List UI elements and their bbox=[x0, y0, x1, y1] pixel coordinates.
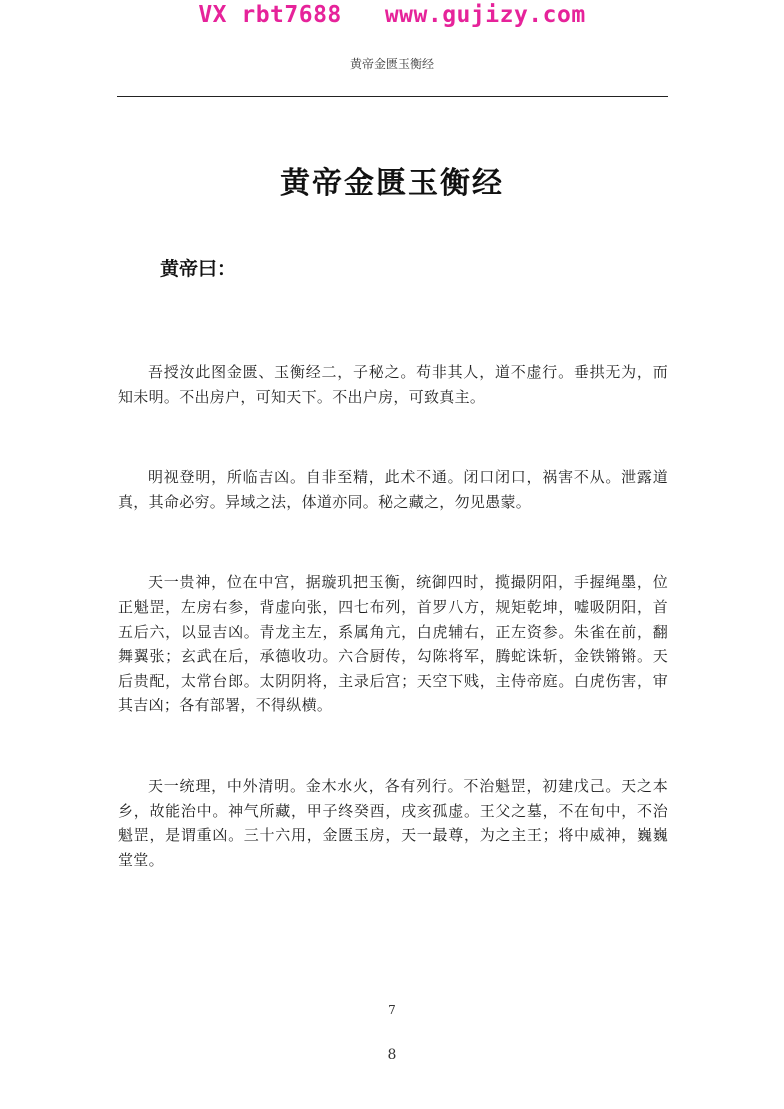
paragraph-3: 天一贵神，位在中宫，据璇玑把玉衡，统御四时，揽撮阴阳，手握绳墨，位正魁罡，左房右参，背虚向张，四七布列，首罗八方，规矩乾坤，嘘吸阴阳，首五后六，以显吉凶。青龙主左，系属角亢，白虎辅右，正左资参。朱雀在前，翻舞翼张；玄武在后，承德收功。六合厨传，勾陈将军，腾蛇诛斩，金铁锵锵。天后贵配，太常台郎。太阴阴将，主录后宫；天空下贱，主侍帝庭。白虎伤害，审其吉凶；各有部署，不得纵横。 bbox=[118, 573, 668, 715]
watermark-banner: VX rbt7688 www.gujizy.com bbox=[198, 2, 586, 28]
paragraph-4: 天一统理，中外清明。金木水火，各有列行。不治魁罡，初建戊己。天之本乡，故能治中。神气所藏，甲子终癸酉，戌亥孤虚。王父之墓，不在旬中，不治魁罡，是谓重凶。三十六用，金匮玉房，天一最尊，为之主王；将中威神，巍巍堂堂。 bbox=[118, 776, 668, 869]
header-divider bbox=[117, 96, 668, 97]
paragraph-1: 吾授汝此图金匮、玉衡经二，子秘之。苟非其人，道不虚行。垂拱无为，而知未明。不出房户，可知天下。不出户房，可致真主。 bbox=[118, 363, 668, 406]
page-number-outer: 8 bbox=[387, 1047, 397, 1063]
body-text bbox=[118, 360, 668, 928]
speaker-line: 黄帝曰： bbox=[160, 258, 237, 280]
document-title: 黄帝金匮玉衡经 bbox=[280, 166, 504, 201]
paragraph-2: 明视登明，所临吉凶。自非至精，此术不通。闭口闭口，祸害不从。泄露道真，其命必穷。异域之法，体道亦同。秘之藏之，勿见愚蒙。 bbox=[118, 468, 668, 511]
running-header: 黄帝金匮玉衡经 bbox=[349, 57, 434, 71]
page-number-inner: 7 bbox=[388, 1003, 396, 1017]
